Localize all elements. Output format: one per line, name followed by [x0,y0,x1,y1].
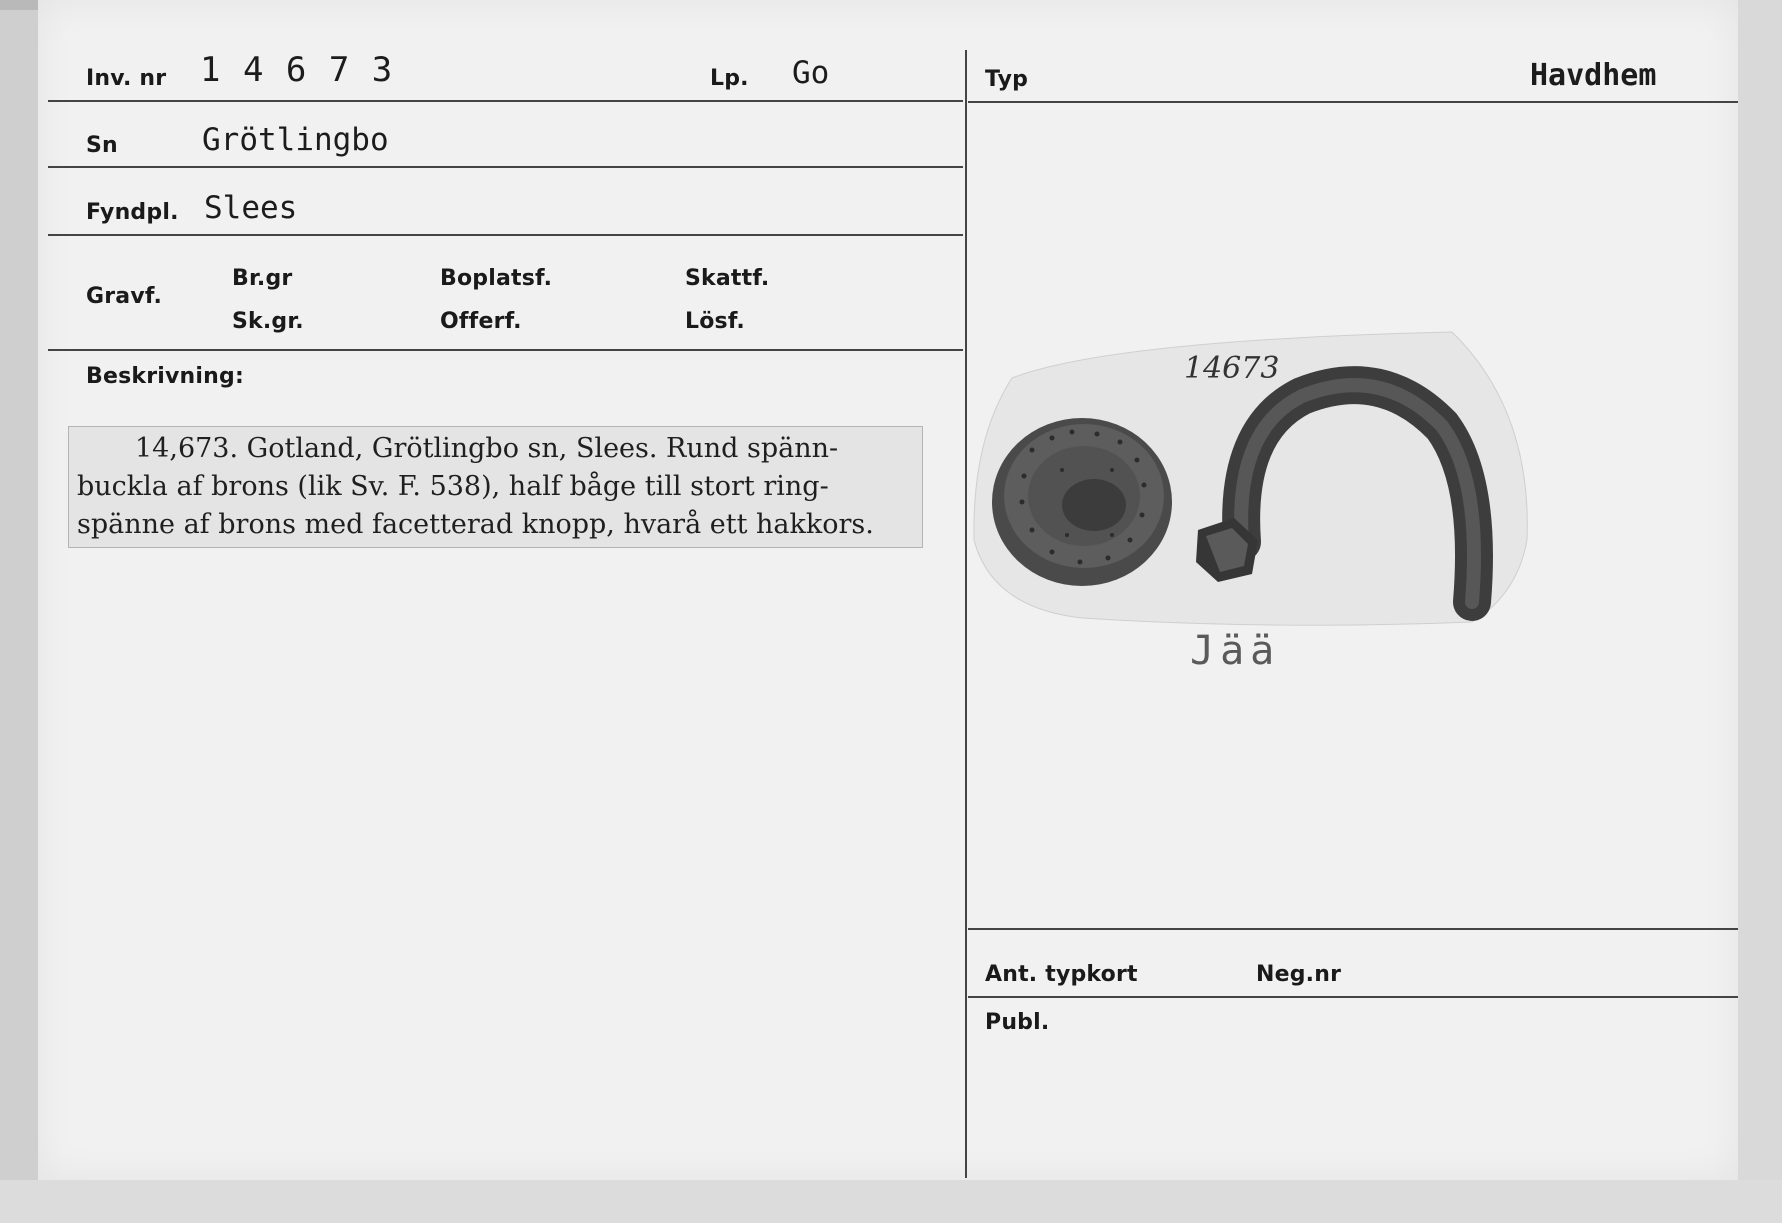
rule-typ-row [968,101,1738,103]
negnr-label: Neg.nr [1256,962,1342,987]
typ-value: Havdhem [1530,58,1657,93]
lp-value: Go [792,55,830,91]
description-line-1: 14,673. Gotland, Grötlingbo sn, Slees. Rund spänn- [135,433,839,464]
sn-label: Sn [86,133,118,158]
fyndpl-value: Slees [204,190,298,226]
description-clipping [68,426,923,548]
brgr-label: Br.gr [232,266,293,291]
handwritten-inventory-number: 14673 [1184,351,1280,386]
scan-background-left [0,0,38,1223]
rule-inv-row [48,100,963,102]
gravf-label: Gravf. [86,284,163,309]
artefact-photo [972,330,1532,634]
sn-value: Grötlingbo [202,122,389,158]
scan-background-right [1738,0,1782,1223]
typ-label: Typ [985,67,1029,92]
skattf-label: Skattf. [685,266,770,291]
publ-label: Publ. [985,1010,1050,1035]
rule-sn-row [48,166,963,168]
rule-fyndpl-row [48,234,963,236]
inv-nr-value: 1 4 6 7 3 [200,50,394,90]
losf-label: Lösf. [685,309,745,334]
description-line-3: spänne af brons med facetterad knopp, hvarå ett hakkors. [77,509,874,540]
rule-publ-top [968,996,1738,998]
lp-label: Lp. [710,66,749,91]
rule-ant-typkort-top [968,928,1738,930]
skgr-label: Sk.gr. [232,309,304,334]
stamp-mark: Jää [1190,628,1281,674]
ant-typkort-label: Ant. typkort [985,962,1138,987]
offerf-label: Offerf. [440,309,522,334]
scan-background-bottom [0,1180,1782,1223]
beskrivning-label: Beskrivning: [86,364,244,389]
description-line-2: buckla af brons (lik Sv. F. 538), half båge till stort ring- [77,471,829,502]
column-divider [965,50,967,1178]
inv-nr-label: Inv. nr [86,66,167,91]
fyndpl-label: Fyndpl. [86,200,179,225]
rule-gravf-row [48,349,963,351]
boplatsf-label: Boplatsf. [440,266,553,291]
